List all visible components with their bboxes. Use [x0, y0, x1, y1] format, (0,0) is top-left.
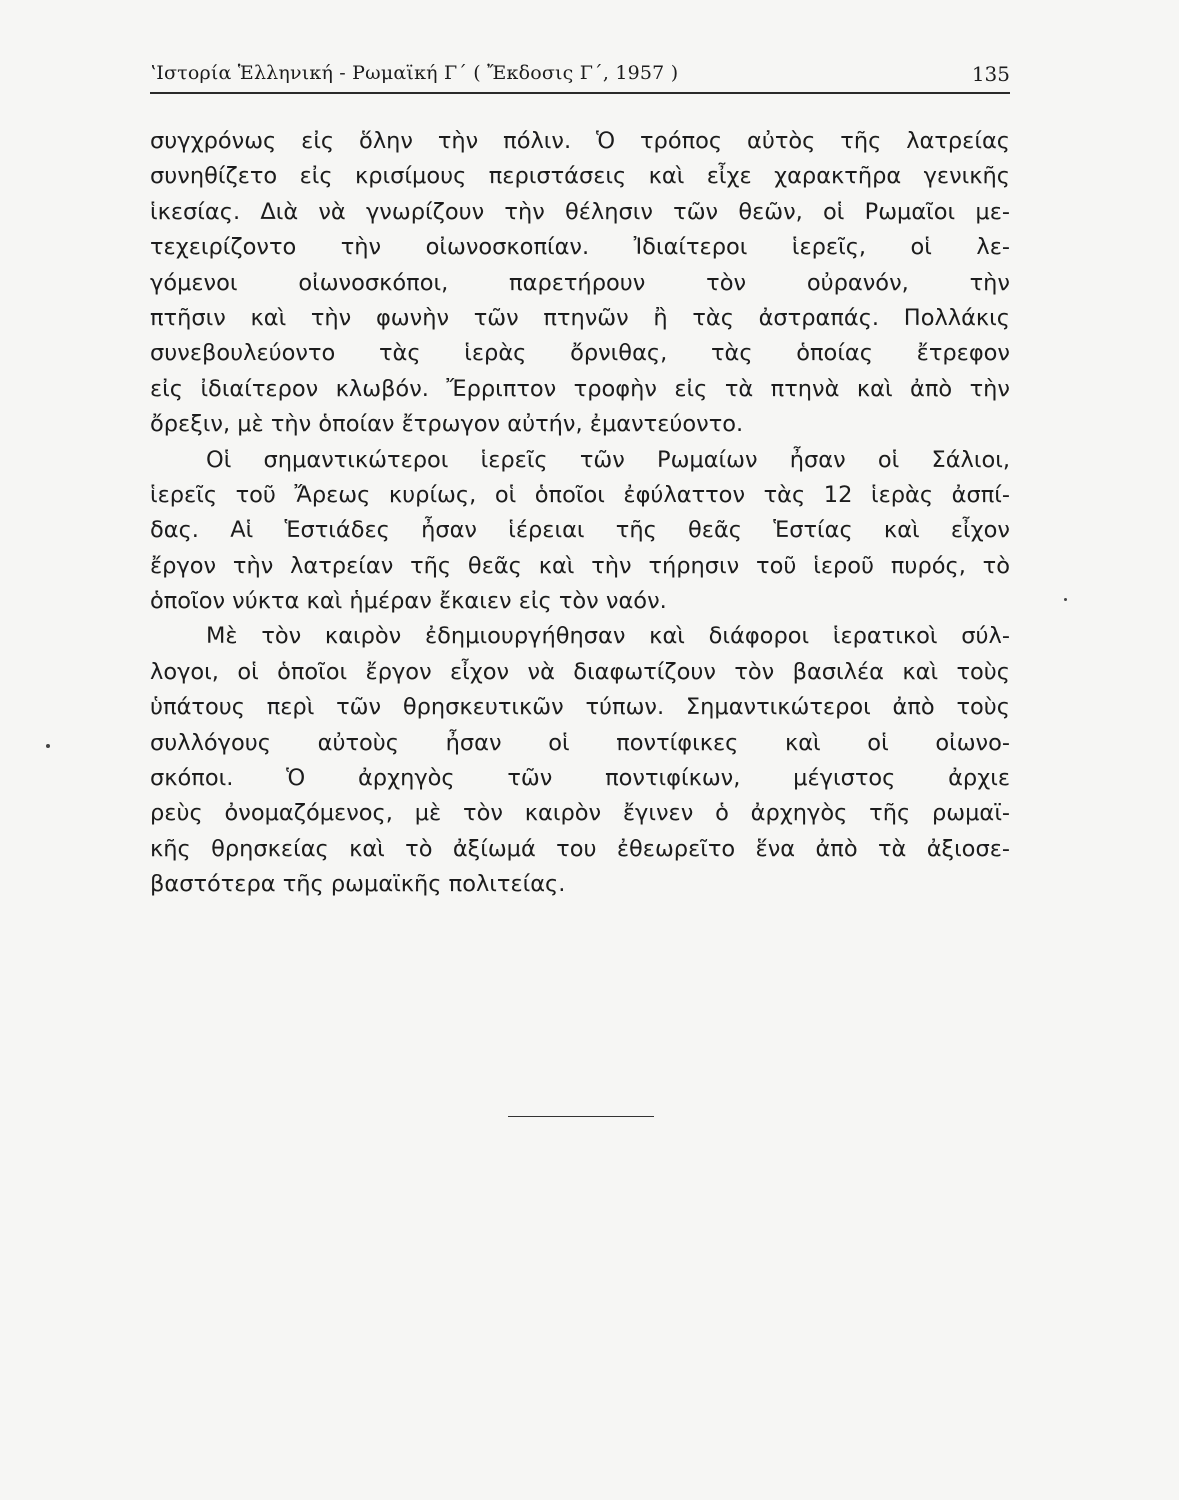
- text-line: Οἱ σημαντικώτεροι ἱερεῖς τῶν Ρωμαίων ἦσαν οἱ Σάλιοι,: [206, 446, 1010, 473]
- text-line: ἔργον τὴν λατρείαν τῆς θεᾶς καὶ τὴν τήρησιν τοῦ ἱεροῦ πυρός, τὸ: [150, 552, 1010, 579]
- section-divider: [508, 1116, 654, 1117]
- text-line: ὑπάτους περὶ τῶν θρησκευτικῶν τύπων. Σημαντικώτεροι ἀπὸ τοὺς: [150, 694, 1010, 721]
- text-line: Μὲ τὸν καιρὸν ἐδημιουργήθησαν καὶ διάφοροι ἱερατικοὶ σύλ-: [206, 623, 1010, 650]
- paper-speck: [1064, 598, 1067, 601]
- text-line: συνεβουλεύοντο τὰς ἱερὰς ὄρνιθας, τὰς ὁποίας ἔτρεφον: [150, 340, 1010, 367]
- text-line: λογοι, οἱ ὁποῖοι ἔργον εἶχον νὰ διαφωτίζουν τὸν βασιλέα καὶ τοὺς: [150, 658, 1010, 685]
- paragraph-2: [150, 443, 1010, 620]
- text-line: ρεὺς ὀνομαζόμενος, μὲ τὸν καιρὸν ἔγινεν ὁ ἀρχηγὸς τῆς ρωμαϊ-: [150, 800, 1010, 827]
- text-line: ἱερεῖς τοῦ Ἄρεως κυρίως, οἱ ὁποῖοι ἐφύλαττον τὰς 12 ἱερὰς ἀσπί-: [150, 481, 1010, 508]
- text-line: συλλόγους αὐτοὺς ἦσαν οἱ ποντίφικες καὶ οἱ οἰωνο-: [150, 729, 1010, 756]
- paragraph-1: [150, 124, 1010, 443]
- text-line: πτῆσιν καὶ τὴν φωνὴν τῶν πτηνῶν ἢ τὰς ἀστραπάς. Πολλάκις: [150, 304, 1010, 331]
- text-line: δας. Αἱ Ἑστιάδες ἦσαν ἱέρειαι τῆς θεᾶς Ἑστίας καὶ εἶχον: [150, 517, 1010, 544]
- running-title: ʽΙστορία Ἑλληνική - Ρωμαϊκή Γ΄ ( Ἔκδοσις Γ΄, 1957 ): [150, 62, 679, 84]
- text-line: ἱκεσίας. Διὰ νὰ γνωρίζουν τὴν θέλησιν τῶν θεῶν, οἱ Ρωμαῖοι με-: [150, 198, 1010, 225]
- text-line: βαστότερα τῆς ρωμαϊκῆς πολιτείας.: [150, 871, 566, 898]
- running-header: [150, 62, 1010, 94]
- text-line: εἰς ἰδιαίτερον κλωβόν. Ἔρριπτον τροφὴν εἰς τὰ πτηνὰ καὶ ἀπὸ τὴν: [150, 375, 1010, 402]
- paper-speck: [46, 744, 50, 748]
- text-line: ὄρεξιν, μὲ τὴν ὁποίαν ἔτρωγον αὐτήν, ἐμαντεύοντο.: [150, 411, 744, 438]
- page-number: 135: [971, 62, 1010, 86]
- text-line: γόμενοι οἰωνοσκόποι, παρετήρουν τὸν οὐρανόν, τὴν: [150, 269, 1010, 296]
- paragraph-3: [150, 619, 1010, 902]
- text-line: σκόποι. Ὁ ἀρχηγὸς τῶν ποντιφίκων, μέγιστος ἀρχιε: [150, 765, 1010, 792]
- text-line: συγχρόνως εἰς ὅλην τὴν πόλιν. Ὁ τρόπος αὐτὸς τῆς λατρείας: [150, 128, 1010, 154]
- body-text: [150, 124, 1010, 903]
- text-line: συνηθίζετο εἰς κρισίμους περιστάσεις καὶ εἶχε χαρακτῆρα γενικῆς: [150, 163, 1010, 190]
- text-line: τεχειρίζοντο τὴν οἰωνοσκοπίαν. Ἰδιαίτεροι ἱερεῖς, οἱ λε-: [150, 234, 1010, 261]
- text-line: κῆς θρησκείας καὶ τὸ ἀξίωμά του ἐθεωρεῖτο ἕνα ἀπὸ τὰ ἀξιοσε-: [150, 835, 1010, 862]
- text-line: ὁποῖον νύκτα καὶ ἡμέραν ἔκαιεν εἰς τὸν ναόν.: [150, 588, 667, 615]
